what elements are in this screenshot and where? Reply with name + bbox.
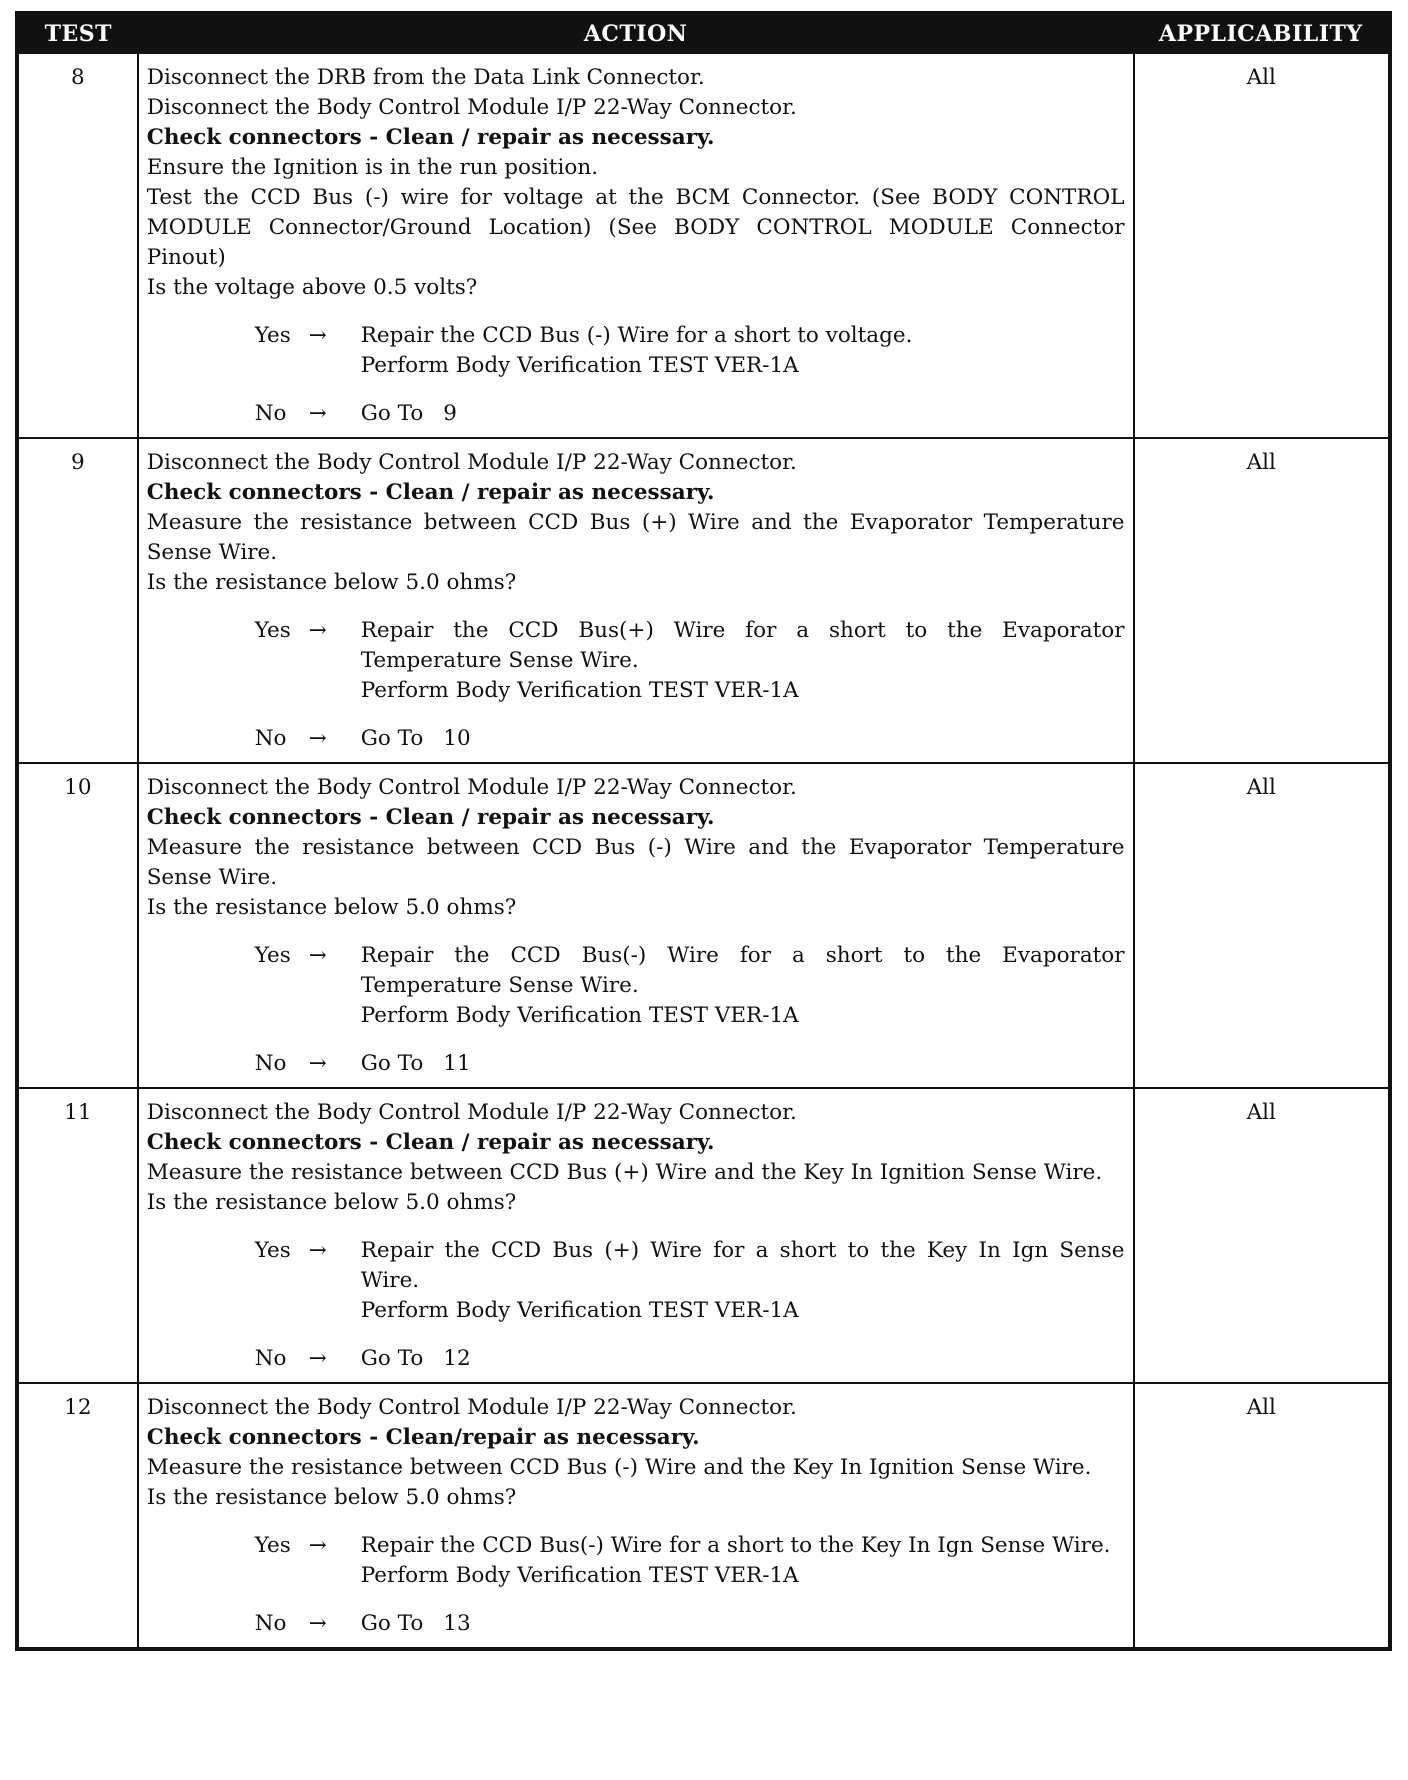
yes-outcome-line: Perform Body Verification TEST VER-1A bbox=[360, 1563, 799, 1588]
action-step: Measure the resistance between CCD Bus (-) Wire and the Key In Ignition Sense Wire. bbox=[146, 1455, 1092, 1480]
no-outcome bbox=[361, 399, 1125, 429]
diagnostic-test-table bbox=[15, 11, 1392, 1651]
yes-outcome bbox=[361, 616, 1125, 706]
yes-outcome bbox=[361, 321, 1125, 381]
yes-outcome-line: Repair the CCD Bus(+) Wire for a short to the Evaporator Temperature Sense Wire. bbox=[360, 618, 1125, 673]
action-step: Disconnect the Body Control Module I/P 22-Way Connector. bbox=[146, 1100, 797, 1125]
action-cell bbox=[138, 1383, 1134, 1649]
header-action: ACTION bbox=[138, 13, 1134, 53]
yes-outcome bbox=[361, 1236, 1125, 1326]
no-label: No bbox=[254, 1051, 287, 1076]
yes-outcome-line: Perform Body Verification TEST VER-1A bbox=[360, 1003, 799, 1028]
no-label: No bbox=[254, 1346, 287, 1371]
test-number: 11 bbox=[17, 1088, 138, 1383]
applicability-cell: All bbox=[1134, 1383, 1391, 1649]
yes-outcome-line: Repair the CCD Bus(-) Wire for a short to the Key In Ign Sense Wire. bbox=[360, 1533, 1111, 1558]
no-label: No bbox=[254, 726, 287, 751]
arrow-icon: → bbox=[308, 401, 327, 426]
action-cell bbox=[138, 53, 1134, 438]
yes-outcome-line: Repair the CCD Bus (+) Wire for a short to the Key In Ign Sense Wire. bbox=[360, 1238, 1125, 1293]
action-step: Is the voltage above 0.5 volts? bbox=[146, 275, 478, 300]
test-number: 9 bbox=[17, 438, 138, 763]
yes-outcome-line: Repair the CCD Bus (-) Wire for a short to voltage. bbox=[360, 323, 913, 348]
table-row bbox=[17, 763, 1390, 1088]
table-row bbox=[17, 438, 1390, 763]
no-label: No bbox=[254, 1611, 287, 1636]
action-cell bbox=[138, 763, 1134, 1088]
yes-outcome bbox=[361, 1531, 1125, 1591]
action-step: Disconnect the Body Control Module I/P 22-Way Connector. bbox=[146, 1395, 797, 1420]
goto-label: Go To bbox=[360, 401, 424, 426]
arrow-icon: → bbox=[308, 726, 327, 751]
action-step: Ensure the Ignition is in the run position. bbox=[146, 155, 599, 180]
table-row bbox=[17, 1383, 1390, 1649]
yes-label: Yes bbox=[254, 1238, 291, 1263]
no-result bbox=[255, 1344, 1125, 1374]
arrow-icon: → bbox=[308, 943, 327, 968]
goto-label: Go To bbox=[360, 726, 424, 751]
action-cell bbox=[138, 438, 1134, 763]
yes-label: Yes bbox=[254, 1533, 291, 1558]
goto-label: Go To bbox=[360, 1051, 424, 1076]
no-outcome bbox=[361, 1049, 1125, 1079]
test-number: 8 bbox=[17, 53, 138, 438]
arrow-icon: → bbox=[308, 1533, 327, 1558]
yes-result bbox=[255, 1236, 1125, 1326]
arrow-icon: → bbox=[308, 1611, 327, 1636]
no-outcome bbox=[361, 724, 1125, 754]
test-number: 12 bbox=[17, 1383, 138, 1649]
applicability-cell: All bbox=[1134, 1088, 1391, 1383]
yes-label: Yes bbox=[254, 323, 291, 348]
action-cell bbox=[138, 1088, 1134, 1383]
action-step: Disconnect the Body Control Module I/P 22-Way Connector. bbox=[146, 775, 797, 800]
no-result bbox=[255, 1609, 1125, 1639]
check-connectors-instruction: Check connectors - Clean / repair as necessary. bbox=[146, 1130, 715, 1155]
action-steps bbox=[147, 1393, 1125, 1513]
yes-result bbox=[255, 321, 1125, 381]
no-result bbox=[255, 724, 1125, 754]
goto-test-number: 10 bbox=[443, 726, 471, 751]
action-step: Is the resistance below 5.0 ohms? bbox=[146, 895, 517, 920]
yes-outcome bbox=[361, 941, 1125, 1031]
action-steps bbox=[147, 773, 1125, 923]
check-connectors-instruction: Check connectors - Clean/repair as necessary. bbox=[146, 1425, 700, 1450]
no-result bbox=[255, 1049, 1125, 1079]
arrow-icon: → bbox=[308, 323, 327, 348]
table-body bbox=[17, 53, 1390, 1649]
header-test: TEST bbox=[17, 13, 138, 53]
no-outcome bbox=[361, 1609, 1125, 1639]
action-step: Disconnect the Body Control Module I/P 22-Way Connector. bbox=[146, 95, 797, 120]
action-steps bbox=[147, 63, 1125, 303]
action-step: Is the resistance below 5.0 ohms? bbox=[146, 570, 517, 595]
table-header-row bbox=[17, 13, 1390, 53]
action-step: Is the resistance below 5.0 ohms? bbox=[146, 1190, 517, 1215]
yes-outcome-line: Perform Body Verification TEST VER-1A bbox=[360, 1298, 799, 1323]
test-number: 10 bbox=[17, 763, 138, 1088]
yes-outcome-line: Perform Body Verification TEST VER-1A bbox=[360, 353, 799, 378]
check-connectors-instruction: Check connectors - Clean / repair as necessary. bbox=[146, 480, 715, 505]
applicability-cell: All bbox=[1134, 763, 1391, 1088]
yes-result bbox=[255, 616, 1125, 706]
applicability-cell: All bbox=[1134, 53, 1391, 438]
applicability-cell: All bbox=[1134, 438, 1391, 763]
action-steps bbox=[147, 1098, 1125, 1218]
no-label: No bbox=[254, 401, 287, 426]
action-step: Is the resistance below 5.0 ohms? bbox=[146, 1485, 517, 1510]
yes-outcome-line: Repair the CCD Bus(-) Wire for a short to the Evaporator Temperature Sense Wire. bbox=[360, 943, 1125, 998]
action-step: Measure the resistance between CCD Bus (+) Wire and the Key In Ignition Sense Wire. bbox=[146, 1160, 1103, 1185]
table-row bbox=[17, 1088, 1390, 1383]
goto-test-number: 11 bbox=[443, 1051, 471, 1076]
yes-result bbox=[255, 941, 1125, 1031]
goto-label: Go To bbox=[360, 1346, 424, 1371]
arrow-icon: → bbox=[308, 1238, 327, 1263]
table-row bbox=[17, 53, 1390, 438]
yes-outcome-line: Perform Body Verification TEST VER-1A bbox=[360, 678, 799, 703]
yes-label: Yes bbox=[254, 943, 291, 968]
no-outcome bbox=[361, 1344, 1125, 1374]
goto-test-number: 12 bbox=[443, 1346, 471, 1371]
arrow-icon: → bbox=[308, 618, 327, 643]
header-applicability: APPLICABILITY bbox=[1134, 13, 1391, 53]
arrow-icon: → bbox=[308, 1051, 327, 1076]
check-connectors-instruction: Check connectors - Clean / repair as necessary. bbox=[146, 805, 715, 830]
arrow-icon: → bbox=[308, 1346, 327, 1371]
action-step: Test the CCD Bus (-) wire for voltage at the BCM Connector. (See BODY CONTROL MODULE Connector/Ground Location) (See BODY CONTROL MODULE Connector Pinout) bbox=[146, 185, 1125, 270]
goto-label: Go To bbox=[360, 1611, 424, 1636]
action-step: Disconnect the Body Control Module I/P 22-Way Connector. bbox=[146, 450, 797, 475]
yes-label: Yes bbox=[254, 618, 291, 643]
action-step: Measure the resistance between CCD Bus (-) Wire and the Evaporator Temperature Sense Wire. bbox=[146, 835, 1125, 890]
no-result bbox=[255, 399, 1125, 429]
check-connectors-instruction: Check connectors - Clean / repair as necessary. bbox=[146, 125, 715, 150]
action-step: Disconnect the DRB from the Data Link Connector. bbox=[146, 65, 705, 90]
action-step: Measure the resistance between CCD Bus (+) Wire and the Evaporator Temperature Sense Wire. bbox=[146, 510, 1125, 565]
goto-test-number: 13 bbox=[443, 1611, 471, 1636]
action-steps bbox=[147, 448, 1125, 598]
yes-result bbox=[255, 1531, 1125, 1591]
goto-test-number: 9 bbox=[443, 401, 457, 426]
